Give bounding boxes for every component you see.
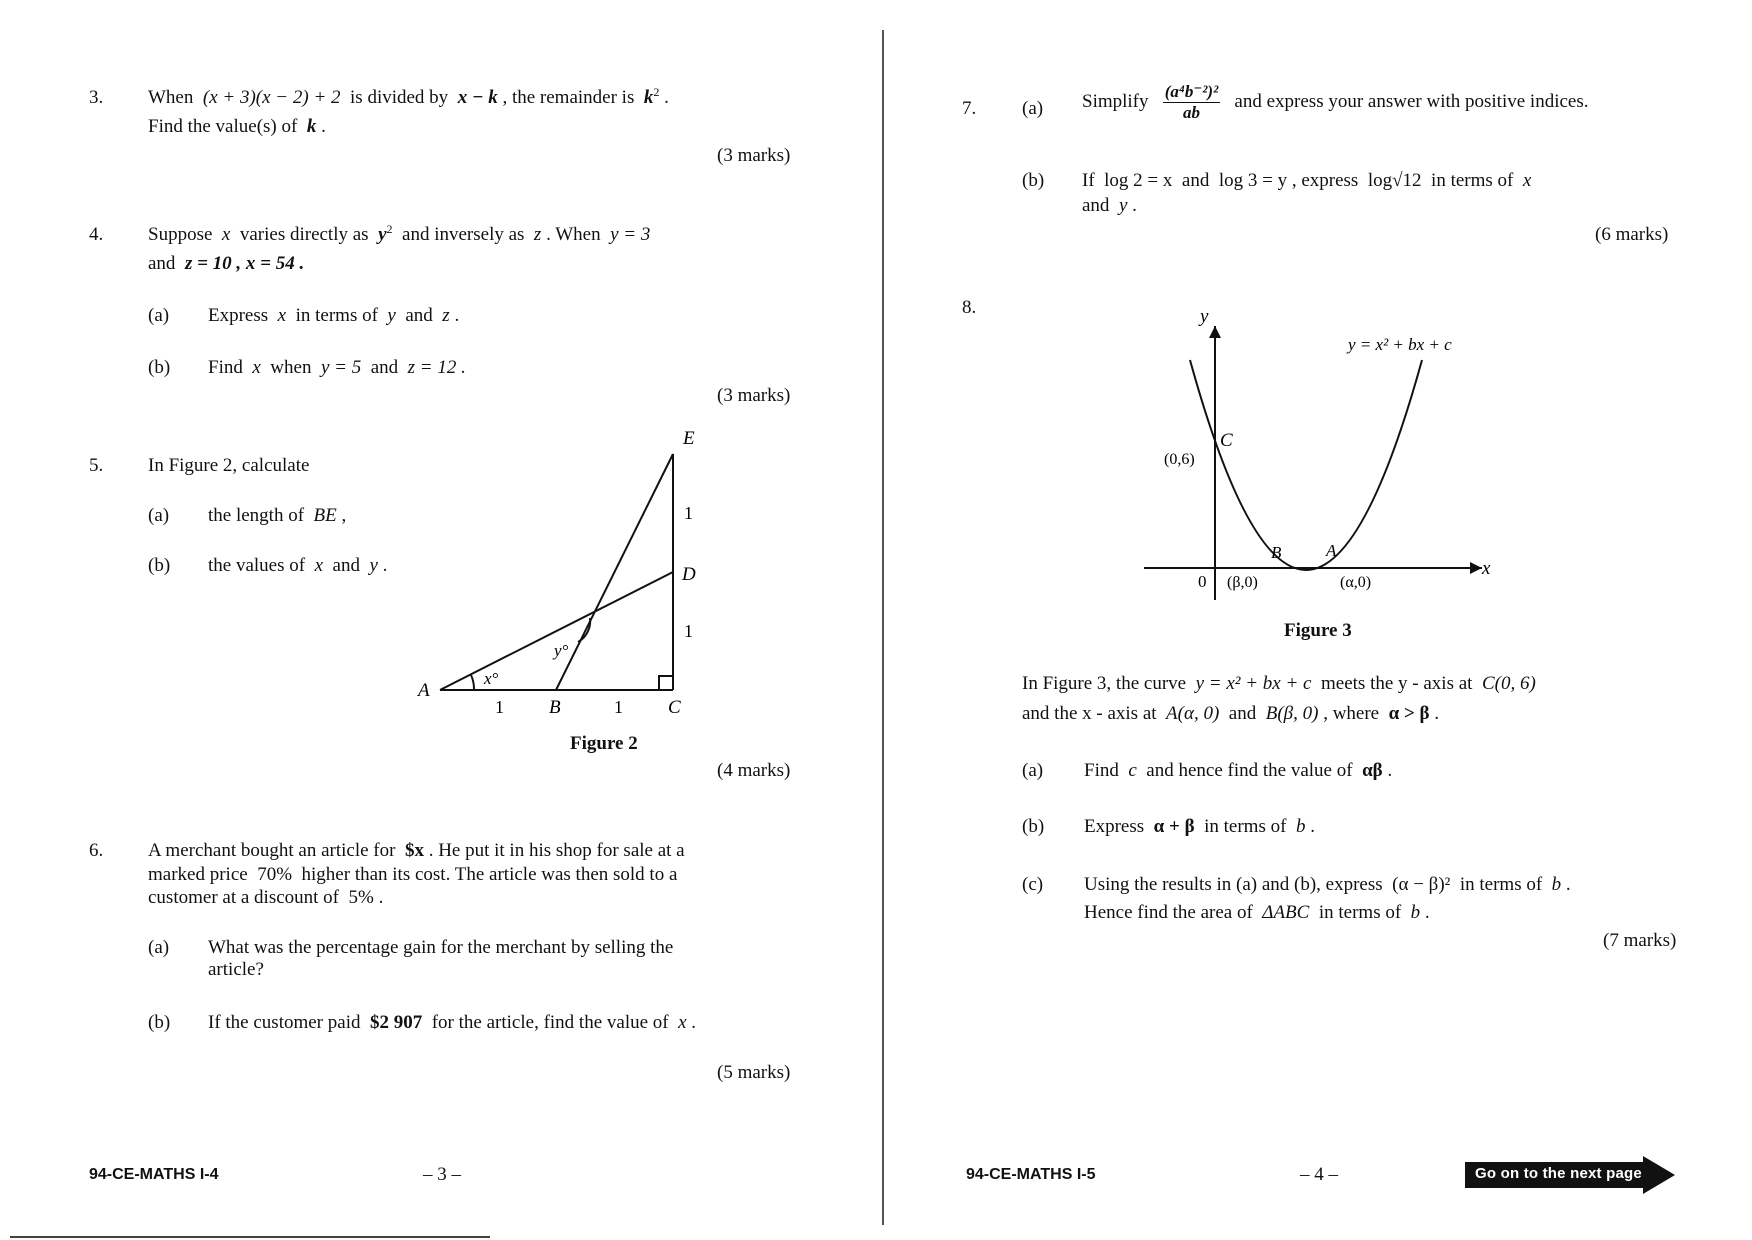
q8-intro-line2: and the x - axis at A(α, 0) and B(β, 0) , where α > β . <box>1022 703 1440 724</box>
q3-number: 3. <box>89 87 104 108</box>
q4-marks: (3 marks) <box>717 385 791 406</box>
q6a-line2: article? <box>208 959 264 980</box>
label-c: C <box>668 697 681 718</box>
q7a-text: Simplify $\frac{\text{(a⁴b⁻²)²}}{ab}$ and express your answer with positive indices. <box>1082 82 1589 122</box>
curve-label: y = x² + bx + c <box>1348 335 1452 354</box>
length-cd: 1 <box>684 621 693 641</box>
length-bc: 1 <box>614 697 623 717</box>
angle-y-arc <box>578 618 590 642</box>
q6b-text: If the customer paid $2 907 for the article, find the value of x . <box>208 1012 697 1033</box>
q8c-line2: Hence find the area of ΔABC in terms of b . <box>1084 902 1430 923</box>
q7b-label: (b) <box>1022 170 1045 191</box>
q5-marks: (4 marks) <box>717 760 791 781</box>
point-c-label: C <box>1220 430 1233 451</box>
axis-y-label: y <box>1200 306 1209 327</box>
page-divider <box>882 30 884 1225</box>
q4-number: 4. <box>89 224 104 245</box>
length-ab: 1 <box>495 697 504 717</box>
footer-code-left: 94-CE-MATHS I-4 <box>89 1166 219 1183</box>
bottom-rule <box>10 1236 490 1238</box>
label-e: E <box>683 428 695 449</box>
q6b-label: (b) <box>148 1012 171 1033</box>
q6-line3: customer at a discount of 5% . <box>148 887 384 908</box>
go-next-page-label: Go on to the next page <box>1475 1165 1642 1182</box>
q8-intro-line1: In Figure 3, the curve y = x² + bx + c meets the y - axis at C(0, 6) <box>1022 673 1536 694</box>
q7-fraction: $\frac{\text{(a⁴b⁻²)²}}{ab}$ <box>1164 82 1219 122</box>
q8c-line1: Using the results in (a) and (b), express (α − β)² in terms of b . <box>1084 874 1571 895</box>
q3-line1: When (x + 3)(x − 2) + 2 is divided by x − k , the remainder is $k^2$ . <box>148 85 669 108</box>
q7-number: 7. <box>962 98 977 119</box>
segment-ad <box>440 572 673 690</box>
point-b-label: B <box>1271 543 1282 562</box>
angle-x-arc <box>471 675 474 690</box>
angle-y-label: y° <box>554 641 569 660</box>
q4-line2: and z = 10 , x = 54 . <box>148 253 305 274</box>
q8a-label: (a) <box>1022 760 1044 781</box>
q4b-text: Find x when y = 5 and z = 12 . <box>208 357 466 378</box>
q6a-label: (a) <box>148 937 170 958</box>
q6-line1: A merchant bought an article for $x . He put it in his shop for sale at a <box>148 840 685 861</box>
label-b: B <box>549 697 561 718</box>
page-number-right: – 4 – <box>1300 1164 1338 1185</box>
q5a-text: the length of BE , <box>208 505 347 526</box>
figure-3 <box>1130 300 1530 620</box>
q7-marks: (6 marks) <box>1595 224 1669 245</box>
label-d: D <box>682 564 696 585</box>
point-a-label: A <box>1326 541 1337 560</box>
parabola-curve <box>1190 360 1422 570</box>
q8b-text: Express α + β in terms of b . <box>1084 816 1315 837</box>
go-next-page-arrow <box>1465 1156 1675 1194</box>
q3-line2: Find the value(s) of k . <box>148 116 326 137</box>
right-angle-mark <box>659 676 673 690</box>
q6-number: 6. <box>89 840 104 861</box>
q5-number: 5. <box>89 455 104 476</box>
q8c-label: (c) <box>1022 874 1044 895</box>
q3-marks: (3 marks) <box>717 145 791 166</box>
q8a-text: Find c and hence find the value of αβ . <box>1084 760 1393 781</box>
q5-intro: In Figure 2, calculate <box>148 455 310 476</box>
q7b-line1: If log 2 = x and log 3 = y , express log√12 in terms of x <box>1082 170 1532 191</box>
q4a-label: (a) <box>148 305 170 326</box>
axis-x-label: x <box>1482 558 1491 579</box>
segment-be <box>556 454 673 690</box>
q8-marks: (7 marks) <box>1603 930 1677 951</box>
q7a-label: (a) <box>1022 98 1044 119</box>
point-c-coords: (0,6) <box>1164 451 1195 468</box>
angle-x-label: x° <box>484 669 499 688</box>
point-a-coords: (α,0) <box>1340 574 1372 591</box>
q4-line1: Suppose x varies directly as $y^2$ and inversely as z . When y = 3 <box>148 222 651 245</box>
figure-3-caption: Figure 3 <box>1284 620 1352 641</box>
q4a-text: Express x in terms of y and z . <box>208 305 460 326</box>
figure-2 <box>410 420 720 720</box>
page-number-left: – 3 – <box>423 1164 461 1185</box>
q6-marks: (5 marks) <box>717 1062 791 1083</box>
q6a-line1: What was the percentage gain for the merchant by selling the <box>208 937 674 958</box>
q4b-label: (b) <box>148 357 171 378</box>
q6-line2: marked price 70% higher than its cost. The article was then sold to a <box>148 864 678 885</box>
q7b-line2: and y . <box>1082 195 1137 216</box>
q5b-text: the values of x and y . <box>208 555 388 576</box>
label-a: A <box>418 680 430 701</box>
figure-2-caption: Figure 2 <box>570 733 638 754</box>
point-b-coords: (β,0) <box>1227 574 1258 591</box>
length-de: 1 <box>684 503 693 523</box>
q5a-label: (a) <box>148 505 170 526</box>
q8b-label: (b) <box>1022 816 1045 837</box>
q5b-label: (b) <box>148 555 171 576</box>
origin-label: 0 <box>1198 572 1207 591</box>
q8-number: 8. <box>962 297 977 318</box>
footer-code-right: 94-CE-MATHS I-5 <box>966 1166 1096 1183</box>
